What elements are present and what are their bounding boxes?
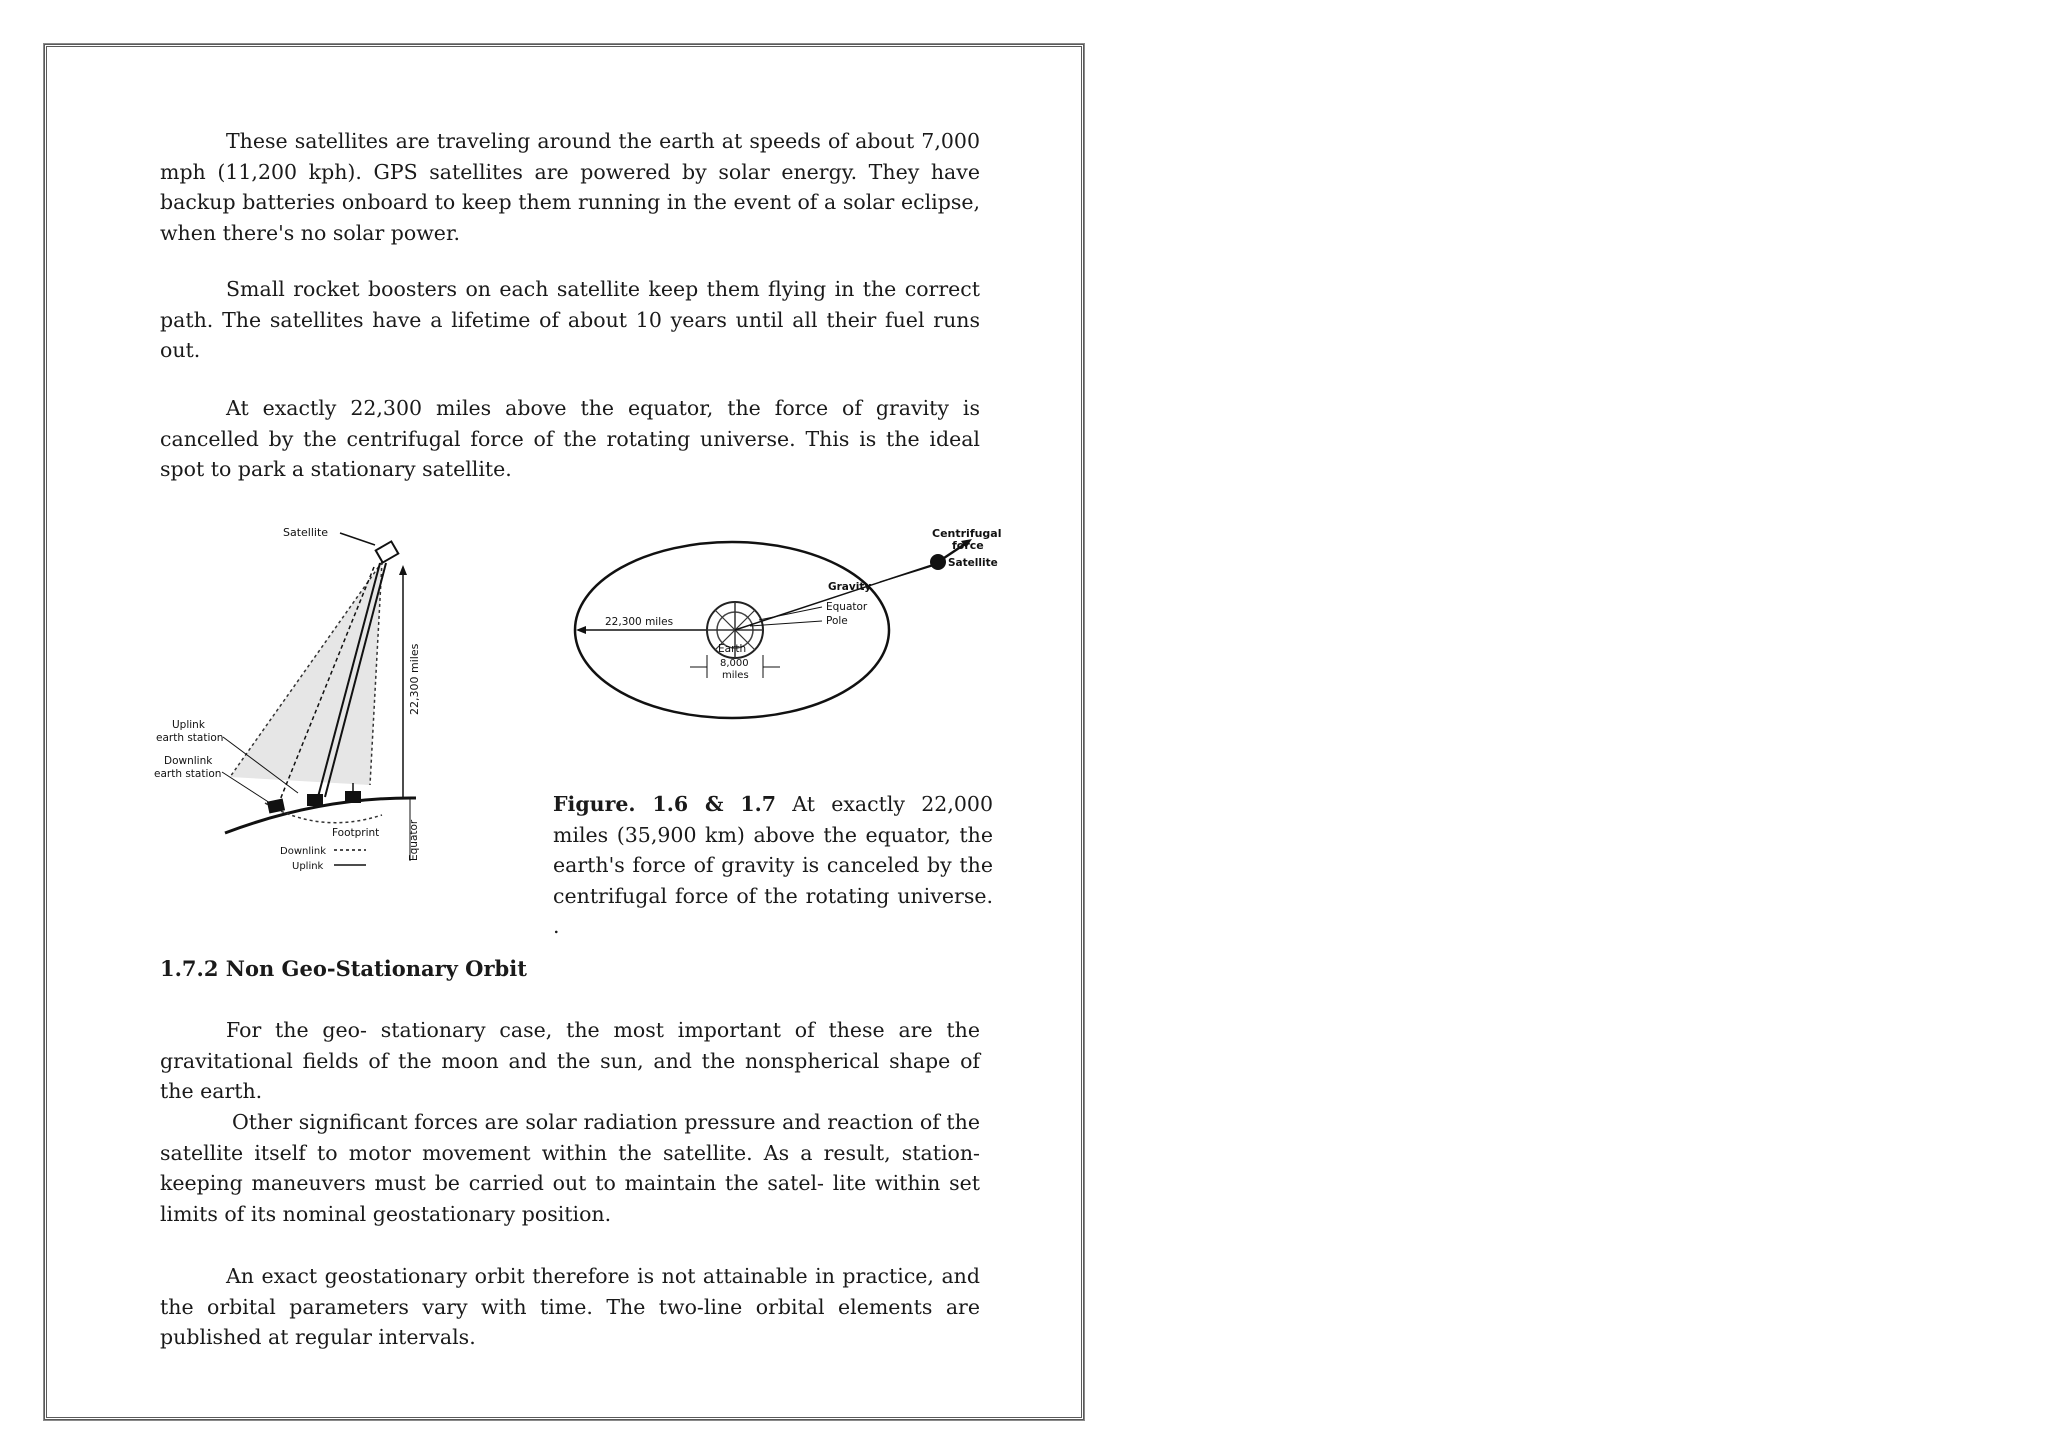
label-footprint: Footprint [332,827,380,839]
label-satellite: Satellite [283,526,329,539]
figure-caption-label: Figure. 1.6 & 1.7 [553,792,777,816]
satellite-icon [376,541,399,562]
label-uplink-station: Uplink [172,719,205,731]
svg-text:earth station: earth station [154,768,222,780]
paragraph-rocket-boosters: Small rocket boosters on each satellite keep them flying in the correct path. The satellites have a lifetime of about 10 years until all their fuel runs out. [160,277,980,363]
satellite-icon [930,554,946,570]
section-heading: 1.7.2 Non Geo-Stationary Orbit [160,956,527,981]
label-satellite: Satellite [948,557,998,569]
paragraph-satellite-speed: These satellites are traveling around the earth at speeds of about 7,000 mph (11,200 kph). GPS satellites are powered by solar energy. They have backup batteries onboard to keep them running in the event of a solar eclipse, when there's no solar power. [160,129,980,245]
figure-uplink-downlink-diagram [120,515,440,875]
paragraph-station-keeping: Other significant forces are solar radiation pressure and reaction of the satellite itself to motor movement within the satellite. As a result, station-keeping maneuvers must be carried out to maintain the satel- lite within set limits of its nominal geostationary position. [160,1110,980,1226]
label-equator: Equator [408,819,420,861]
label-diameter: 8,000 [720,658,749,669]
paragraph-perturbations: For the geo- stationary case, the most important of these are the gravitational fields of the moon and the sun, and the nonspherical shape of the earth. [160,1018,980,1104]
paragraph-orbital-elements: An exact geostationary orbit therefore is not attainable in practice, and the orbital parameters vary with time. The two-line orbital elements are published at regular intervals. [160,1264,980,1350]
label-centrifugal-force: Centrifugal [932,527,1002,540]
svg-text:miles: miles [722,670,749,681]
label-altitude: 22,300 miles [408,643,421,715]
figure-caption: Figure. 1.6 & 1.7 At exactly 22,000 miles (35,900 km) above the equator, the earth's force of gravity is canceled by the centrifugal force of the rotating universe. . [553,792,993,939]
label-earth: Earth [718,643,747,655]
legend-downlink: Downlink [280,846,327,857]
svg-text:force: force [952,539,984,552]
paragraph-stationary-orbit: At exactly 22,300 miles above the equator, the force of gravity is cancelled by the centrifugal force of the rotating universe. This is the ideal spot to park a stationary satellite. [160,396,980,482]
label-downlink-station: Downlink [164,755,213,767]
label-equator: Equator [826,601,868,613]
figure-orbit-diagram [560,520,1030,735]
svg-text:earth station: earth station [156,732,224,744]
label-pole: Pole [826,615,848,627]
label-gravity: Gravity [828,581,872,593]
label-distance: 22,300 miles [605,616,674,628]
downlink-station-icon [307,794,323,806]
legend-uplink: Uplink [292,861,324,872]
